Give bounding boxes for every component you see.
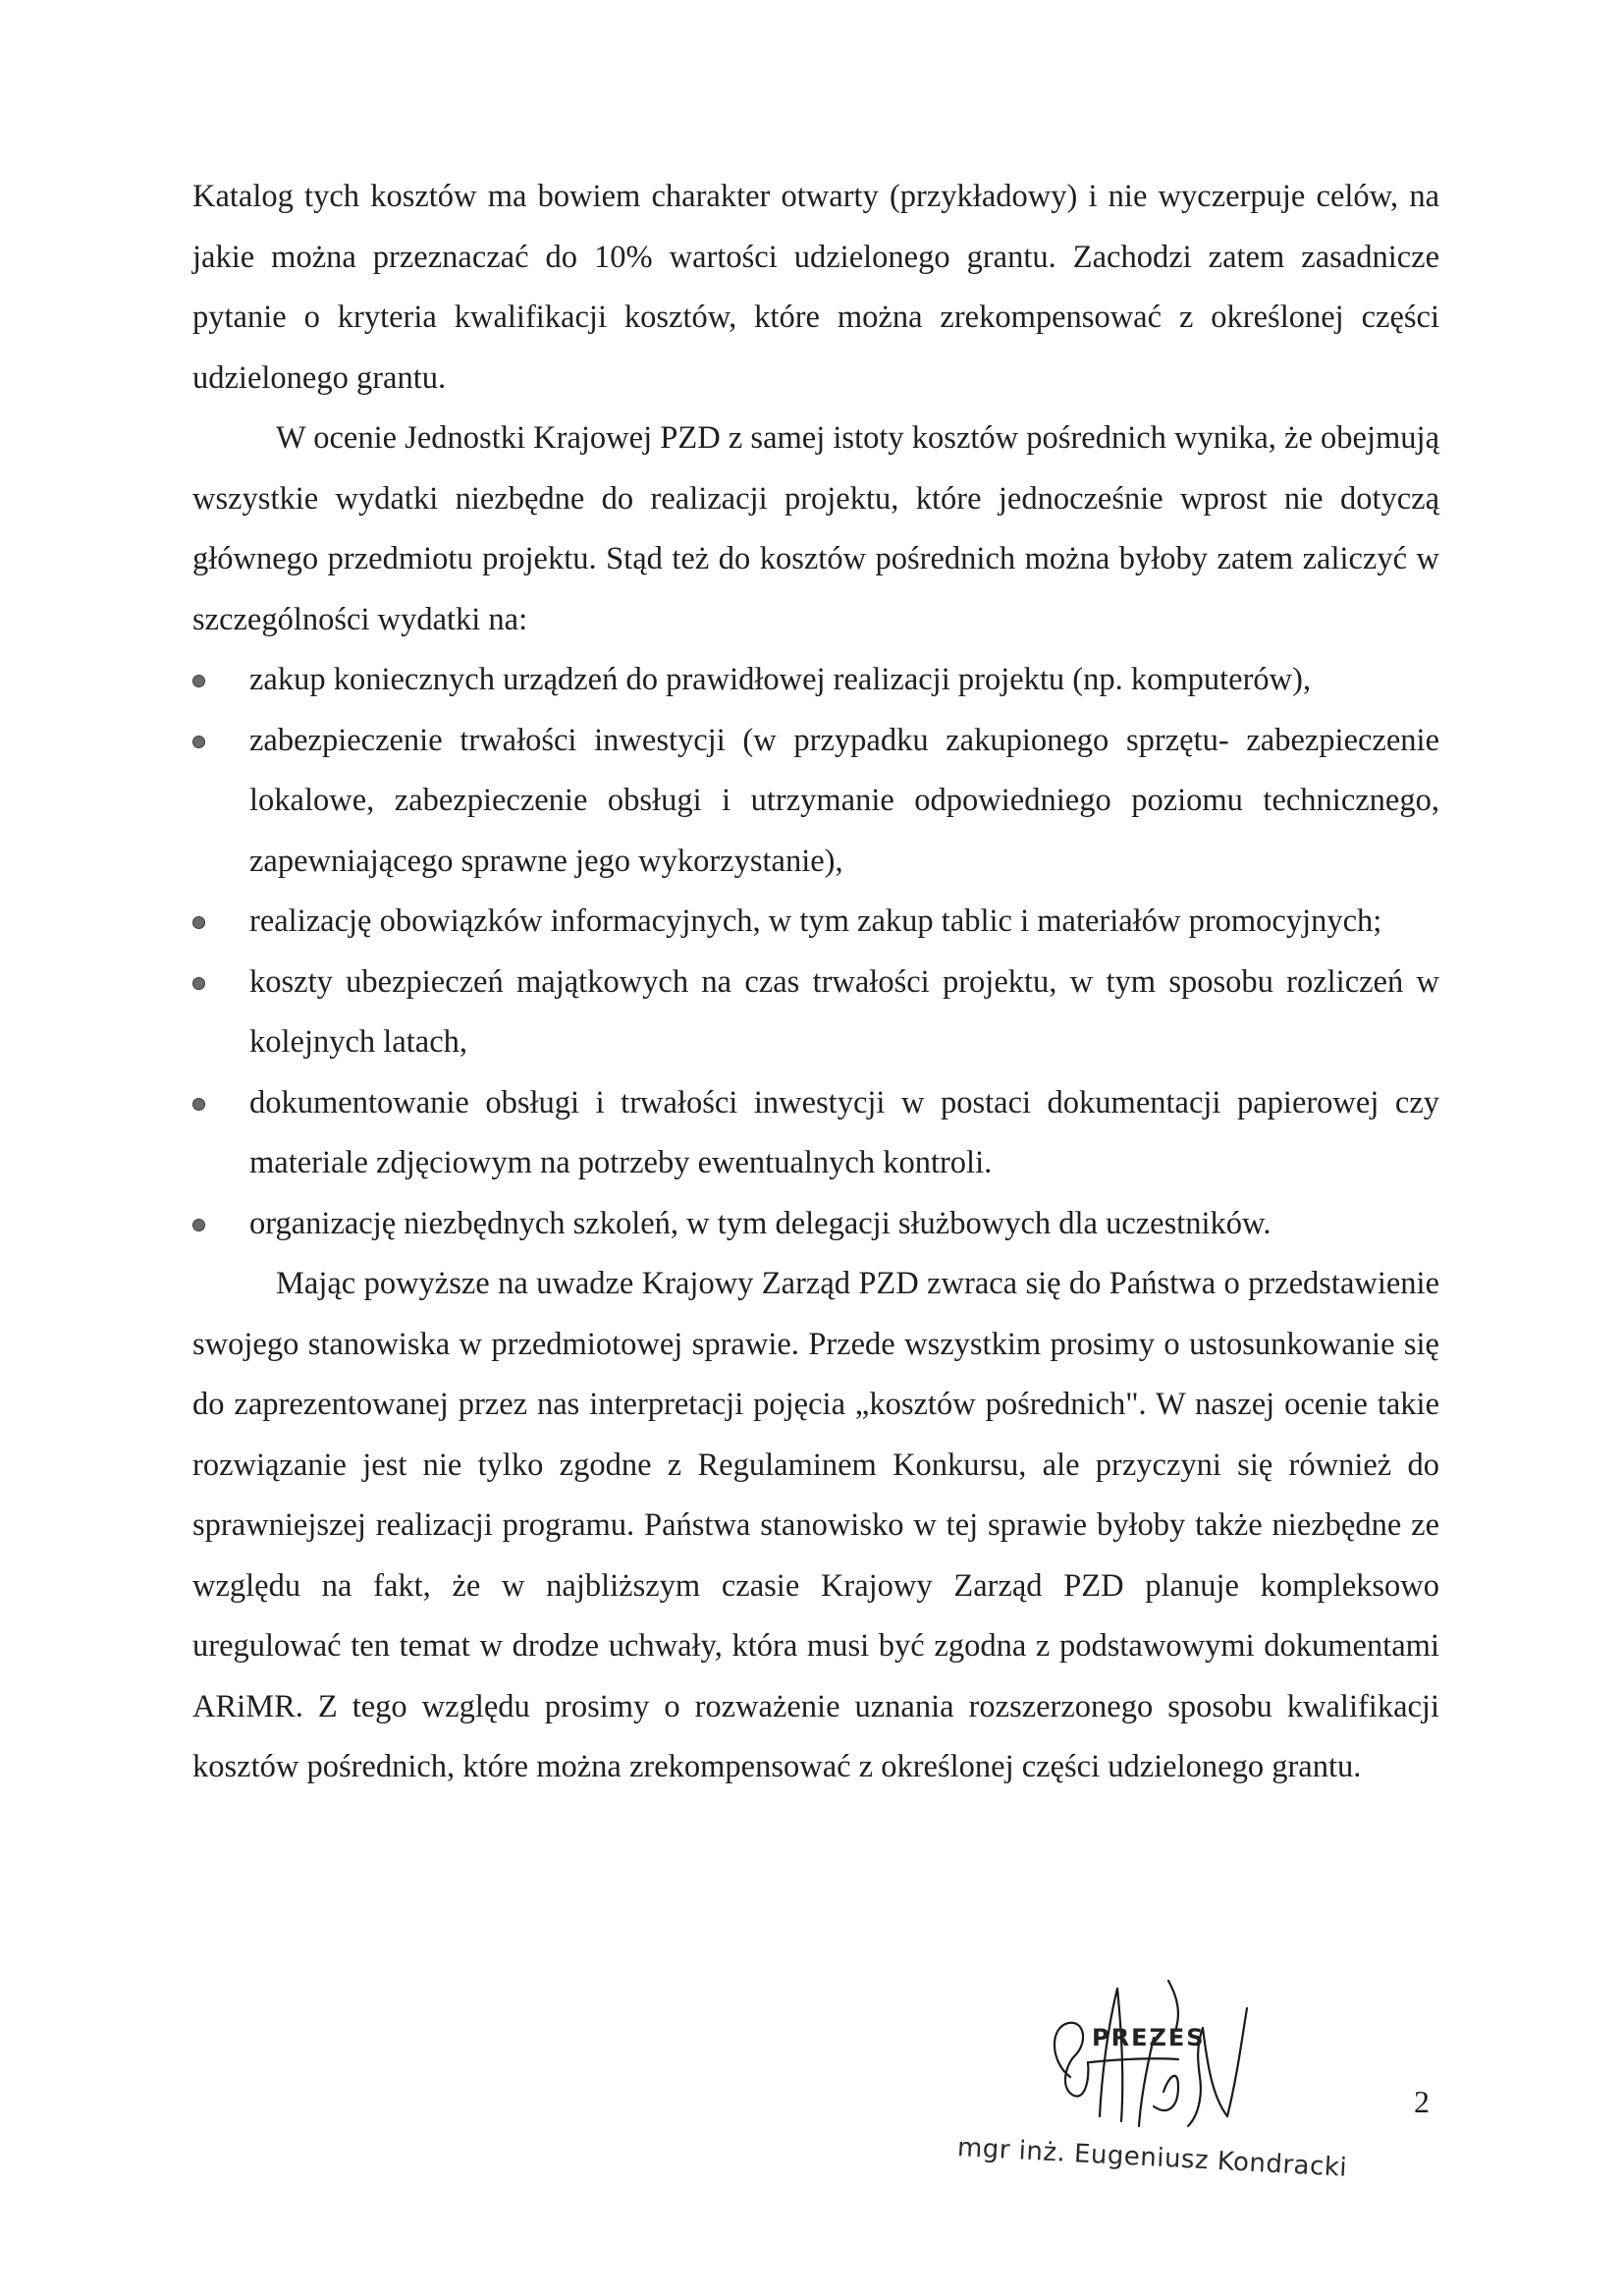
page-number: 2 [1414, 2084, 1430, 2119]
bullet-icon [192, 675, 205, 687]
bullet-icon [192, 916, 205, 929]
bullet-icon [192, 1098, 205, 1111]
bullet-icon [192, 1219, 205, 1231]
list-item-text: zabezpieczenie trwałości inwestycji (w przypadku zakupionego sprzętu- zabezpieczenie lokalowe, zabezpieczenie obsługi i utrzymanie odpowiedniego poziomu technicznego, zapewniającego sprawne jego wykorzystanie), [249, 722, 1439, 879]
signature-image [1031, 1969, 1267, 2141]
list-item-text: zakup koniecznych urządzeń do prawidłowej realizacji projektu (np. komputerów), [249, 662, 1312, 697]
paragraph-request: Mając powyższe na uwadze Krajowy Zarząd PZD zwraca się do Państwa o przedstawienie swojego stanowiska w przedmiotowej sprawie. Przede wszystkim prosimy o ustosunkowanie się do zaprezentowanej przez nas interpretacji pojęcia „kosztów pośrednich". W naszej ocenie takie rozwiązanie jest nie tylko zgodne z Regulaminem Konkursu, ale przyczyni się również do sprawniejszej realizacji programu. Państwa stanowisko w tej sprawie byłoby także niezbędne ze względu na fakt, że w najbliższym czasie Krajowy Zarząd PZD planuje kompleksowo uregulować ten temat w drodze uchwały, która musi być zgodna z podstawowymi dokumentami ARiMR. Z tego względu prosimy o rozważenie uznania rozszerzonego sposobu kwalifikacji kosztów pośrednich, które można zrekompensować z określonej części udzielonego grantu. [192, 1266, 1439, 1784]
list-item [192, 1073, 1439, 1194]
stamp-name: mgr inż. Eugeniusz Kondracki [956, 2133, 1348, 2183]
bullet-icon [192, 736, 205, 748]
list-item [192, 953, 1439, 1073]
cost-list [192, 650, 1439, 1254]
list-item [192, 711, 1439, 893]
paragraph-continuation: Katalog tych kosztów ma bowiem charakter otwarty (przykładowy) i nie wyczerpuje celów, na jakie można przeznaczać do 10% wartości udzielonego grantu. Zachodzi zatem zasadnicze pytanie o kryteria kwalifikacji kosztów, które można zrekompensować z określonej części udzielonego grantu. [192, 179, 1439, 396]
list-item [192, 892, 1439, 953]
list-item [192, 650, 1439, 711]
bullet-icon [192, 977, 205, 990]
list-item-text: organizację niezbędnych szkoleń, w tym delegacji służbowych dla uczestników. [249, 1205, 1271, 1241]
list-item [192, 1194, 1439, 1255]
list-item-text: realizację obowiązków informacyjnych, w tym zakup tablic i materiałów promocyjnych; [249, 903, 1382, 939]
list-item-text: koszty ubezpieczeń majątkowych na czas trwałości projektu, w tym sposobu rozliczeń w kolejnych latach, [249, 963, 1439, 1060]
paragraph-indirect-costs: W ocenie Jednostki Krajowej PZD z samej istoty kosztów pośrednich wynika, że obejmują wszystkie wydatki niezbędne do realizacji projektu, które jednocześnie wprost nie dotyczą głównego przedmiotu projektu. Stąd też do kosztów pośrednich można byłoby zatem zaliczyć w szczególności wydatki na: [192, 420, 1439, 637]
letter-body [192, 167, 1439, 1798]
stamp-title: PREZES [1092, 2024, 1206, 2051]
list-item-text: dokumentowanie obsługi i trwałości inwestycji w postaci dokumentacji papierowej czy materiale zdjęciowym na potrzeby ewentualnych kontroli. [249, 1084, 1439, 1180]
